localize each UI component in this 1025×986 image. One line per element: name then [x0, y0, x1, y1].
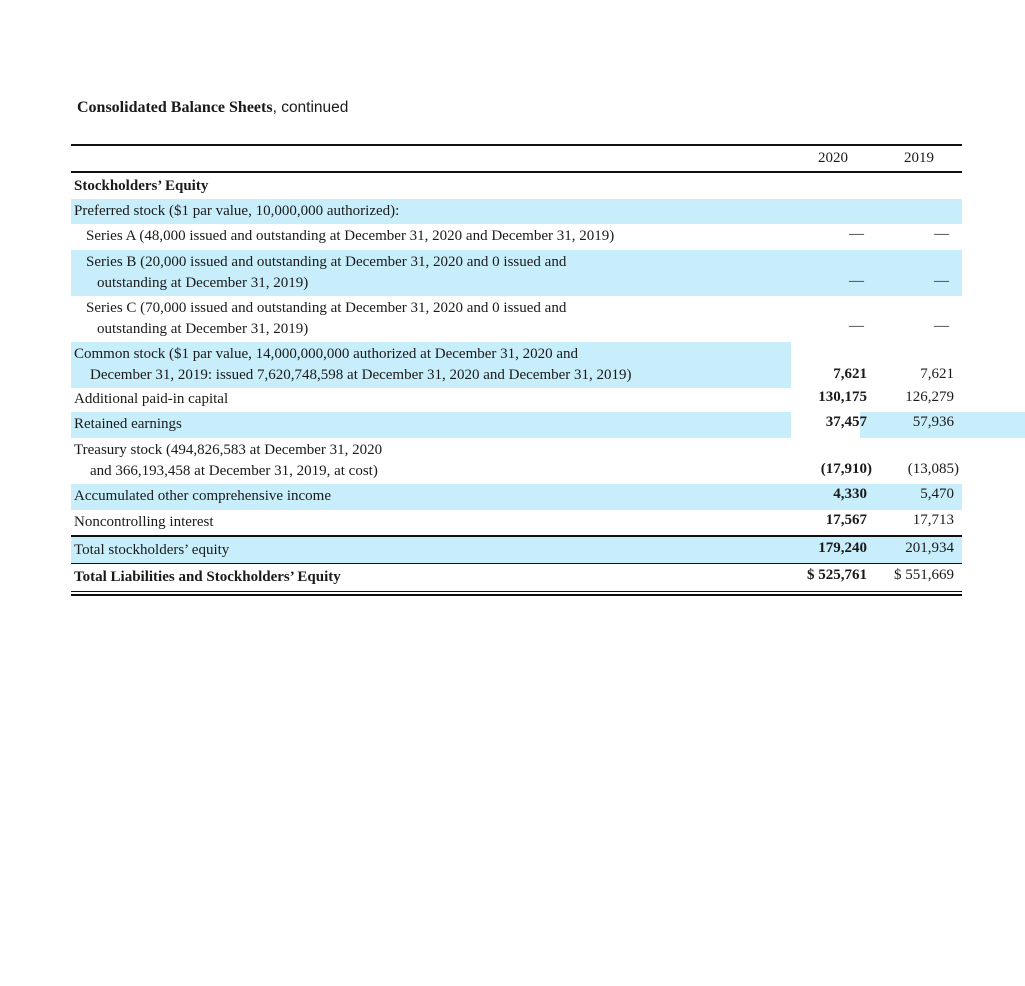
row-label — [86, 298, 566, 340]
value-2019: 57,936 — [912, 414, 954, 430]
column-header-2019: 2019 — [904, 150, 934, 166]
table-row — [71, 438, 962, 484]
row-label-line2: outstanding at December 31, 2019) — [97, 275, 309, 291]
row-label-line1: Series C (70,000 issued and outstanding at December 31, 2020 and 0 issued and — [86, 300, 567, 316]
value-2020: 17,567 — [825, 512, 867, 528]
row-label: Retained earnings — [74, 416, 182, 432]
row-label: Total Liabilities and Stockholders’ Equity — [74, 569, 341, 585]
value-2019: 5,470 — [920, 486, 954, 502]
value-2019: 126,279 — [905, 389, 954, 405]
page-title — [77, 99, 348, 117]
value-2020: 7,621 — [833, 366, 867, 382]
section-heading-row — [71, 176, 962, 198]
title-suffix: , continued — [272, 99, 349, 116]
value-2019: — — [934, 318, 949, 334]
row-label — [74, 344, 632, 386]
value-2020: — — [849, 273, 864, 289]
value-2019: 201,934 — [905, 540, 954, 556]
table-row — [71, 484, 962, 510]
double-rule-top — [71, 591, 962, 592]
value-2019: $ 551,669 — [894, 567, 954, 583]
table-row — [71, 296, 962, 342]
row-label: Accumulated other comprehensive income — [74, 488, 331, 504]
table-row — [71, 342, 962, 388]
table-row — [71, 564, 962, 590]
value-2020: — — [849, 226, 864, 242]
value-2020: 37,457 — [825, 414, 867, 430]
value-2020: 130,175 — [818, 389, 867, 405]
row-label: Preferred stock ($1 par value, 10,000,000 authorized): — [74, 203, 400, 219]
row-label: Total stockholders’ equity — [74, 542, 230, 558]
value-2020: (17,910) — [820, 461, 872, 477]
row-label-line2: December 31, 2019: issued 7,620,748,598 at December 31, 2020 and December 31, 2019) — [90, 367, 632, 383]
double-rule-bottom — [71, 594, 962, 596]
table-row — [71, 537, 962, 563]
value-2020: $ 525,761 — [807, 567, 867, 583]
row-label: Additional paid-in capital — [74, 391, 229, 407]
row-label — [86, 252, 566, 294]
column-header-2020: 2020 — [818, 150, 848, 166]
value-2019: 17,713 — [912, 512, 954, 528]
row-label: Noncontrolling interest — [74, 514, 214, 530]
value-2020: 179,240 — [818, 540, 867, 556]
table-row — [71, 412, 962, 438]
table-row — [71, 250, 962, 296]
title-main: Consolidated Balance Sheets — [77, 99, 273, 116]
row-label-line2: and 366,193,458 at December 31, 2019, at cost) — [90, 463, 378, 479]
value-2019: — — [934, 226, 949, 242]
row-label: Series A (48,000 issued and outstanding at December 31, 2020 and December 31, 2019) — [86, 228, 615, 244]
row-label-line1: Series B (20,000 issued and outstanding at December 31, 2020 and 0 issued and — [86, 254, 567, 270]
row-label-line2: outstanding at December 31, 2019) — [97, 321, 309, 337]
table-row — [71, 510, 962, 536]
header-rule — [71, 171, 962, 173]
value-2019: (13,085) — [907, 461, 959, 477]
top-rule — [71, 144, 962, 146]
value-2020: — — [849, 318, 864, 334]
table-row — [71, 225, 962, 249]
section-heading: Stockholders’ Equity — [74, 178, 209, 194]
row-label-line1: Common stock ($1 par value, 14,000,000,000 authorized at December 31, 2020 and — [74, 346, 579, 362]
table-row — [71, 199, 962, 224]
value-2019: 7,621 — [920, 366, 954, 382]
row-label-line1: Treasury stock (494,826,583 at December 31, 2020 — [74, 442, 383, 458]
row-label — [74, 440, 382, 482]
value-2020: 4,330 — [833, 486, 867, 502]
value-2019: — — [934, 273, 949, 289]
table-row — [71, 388, 962, 412]
